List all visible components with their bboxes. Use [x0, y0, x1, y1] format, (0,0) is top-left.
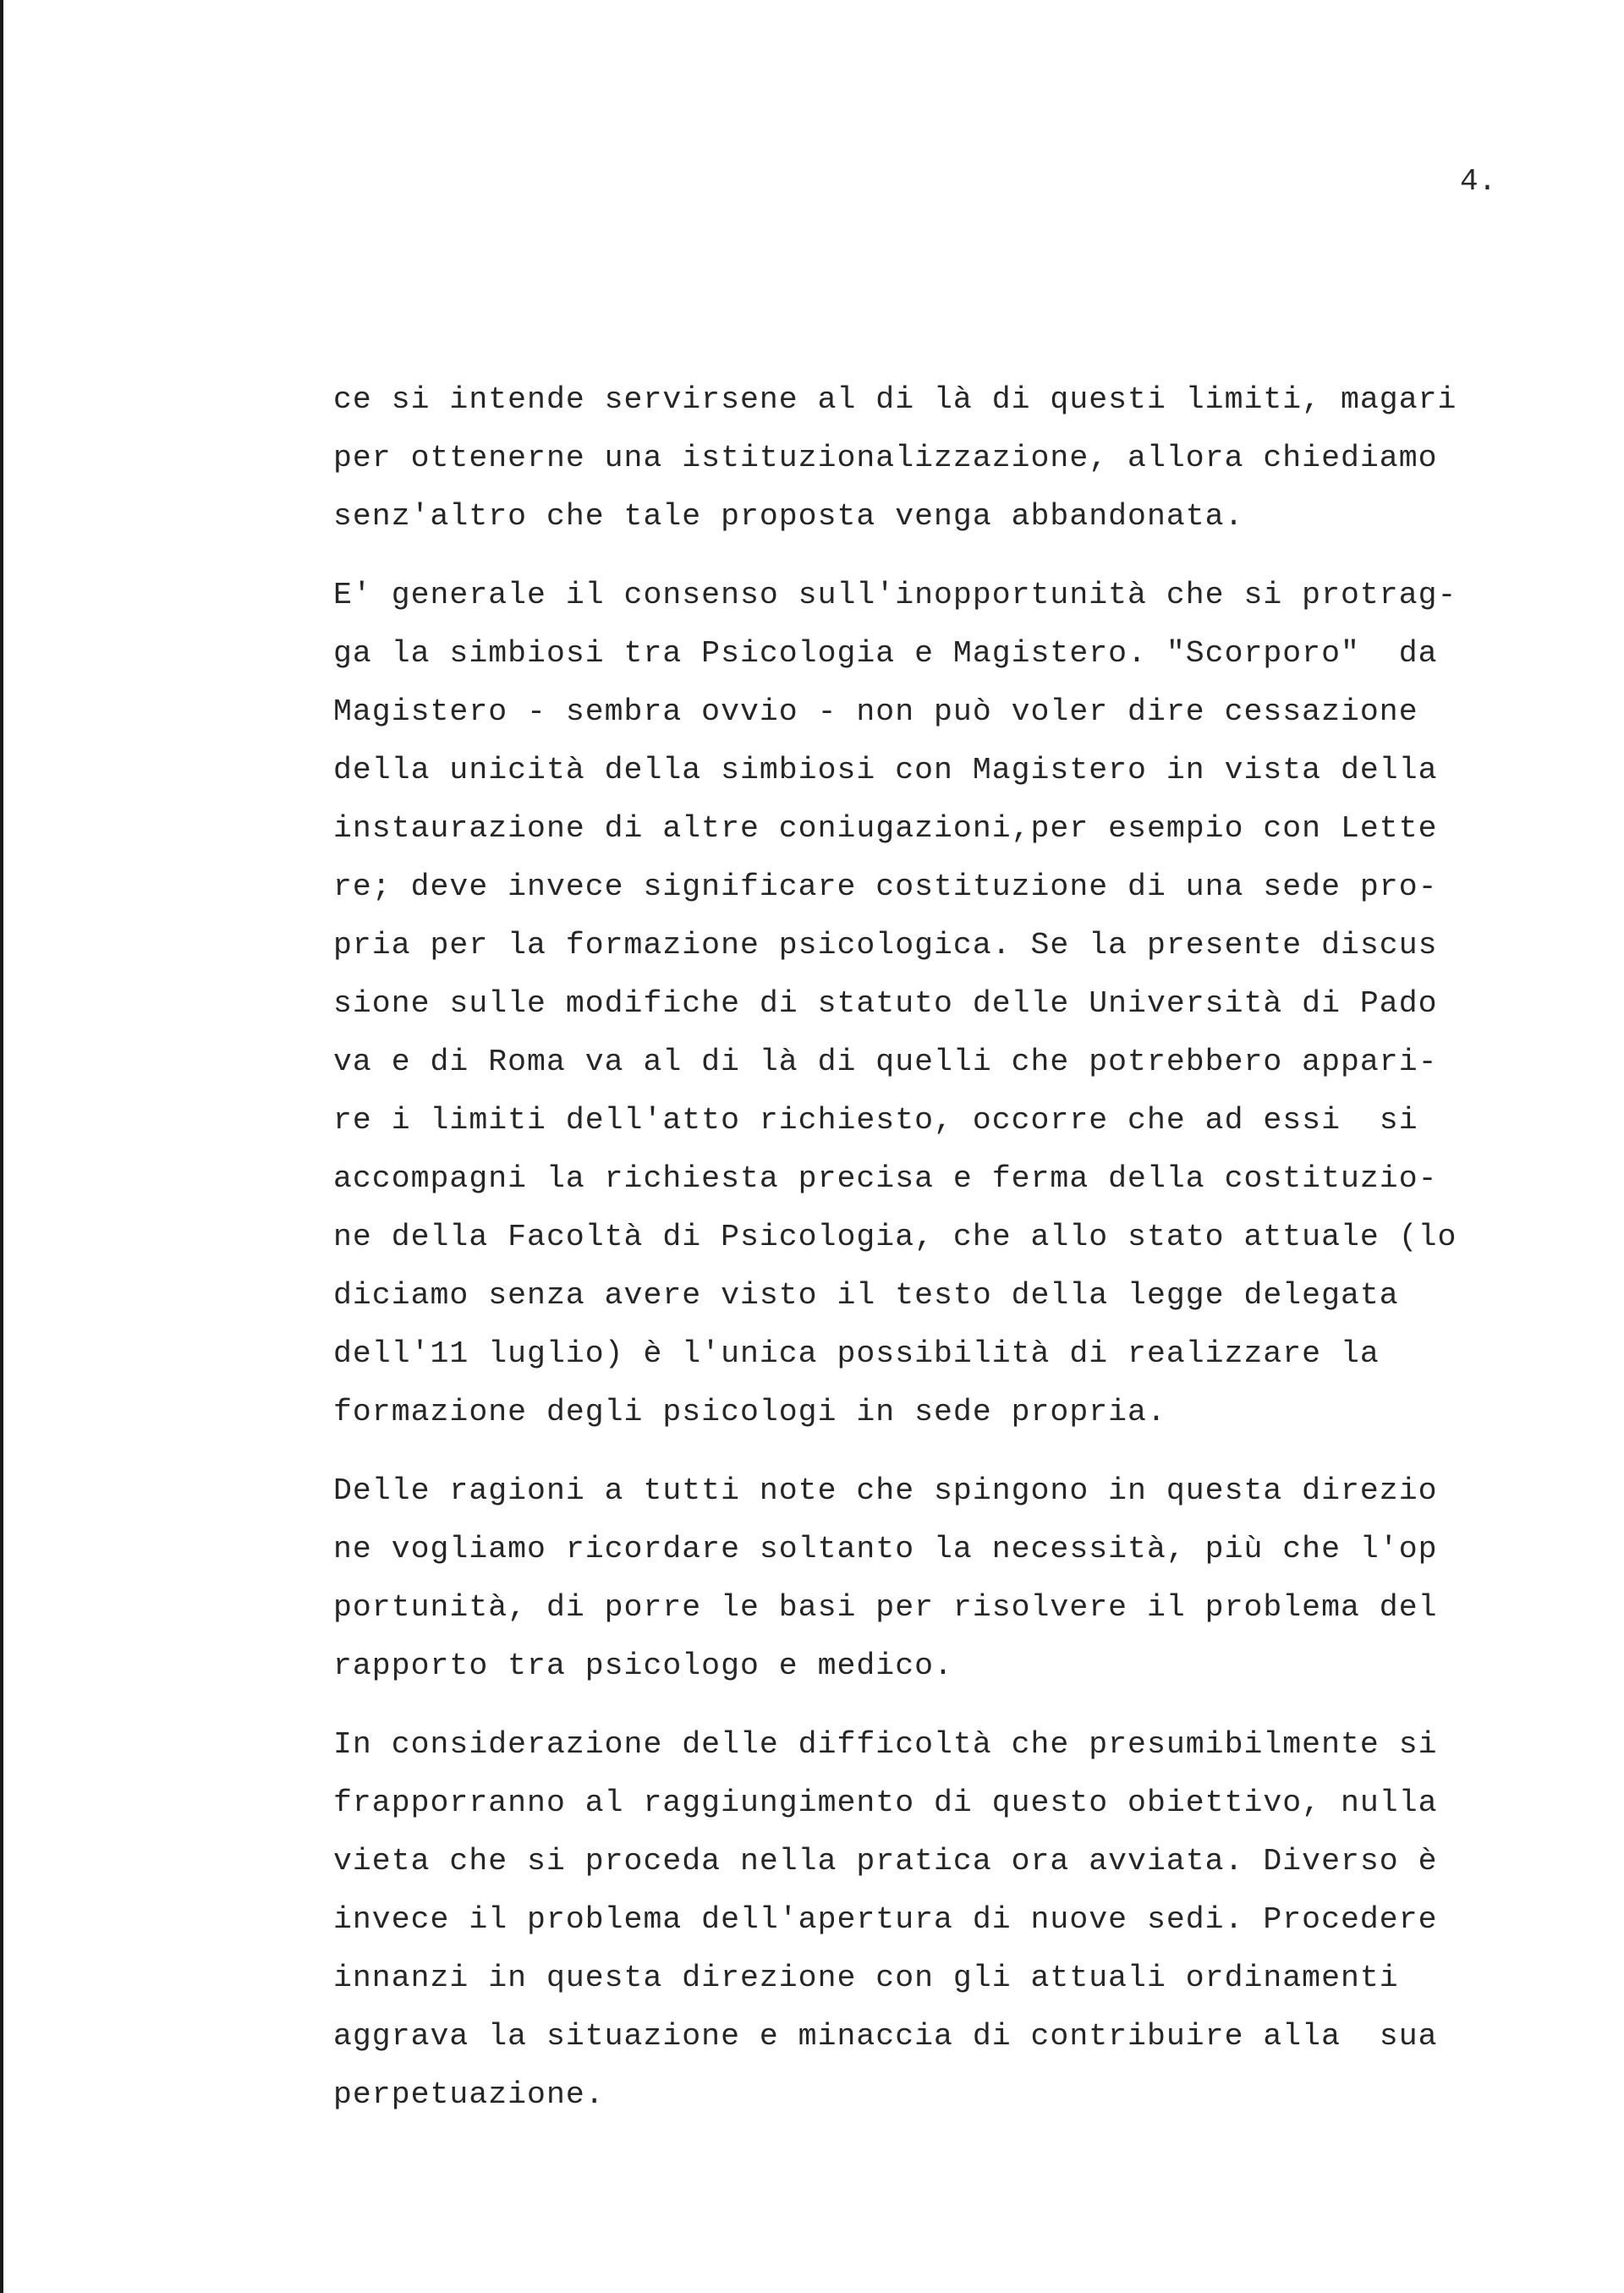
text-line: ce si intende servirsene al di là di questi limiti, magari: [333, 382, 1457, 417]
text-line: formazione degli psicologi in sede propria.: [333, 1395, 1166, 1429]
text-line: va e di Roma va al di là di quelli che potrebbero appari-: [333, 1045, 1438, 1079]
text-line: ne della Facoltà di Psicologia, che allo stato attuale (lo: [333, 1220, 1457, 1254]
text-line: accompagni la richiesta precisa e ferma della costituzio-: [333, 1161, 1438, 1196]
text-line: aggrava la situazione e minaccia di contribuire alla sua: [333, 2019, 1438, 2054]
paragraph-1: [333, 370, 1501, 546]
text-line: vieta che si proceda nella pratica ora avviata. Diverso è: [333, 1844, 1438, 1879]
text-line: ga la simbiosi tra Psicologia e Magistero. "Scorporo" da: [333, 636, 1438, 671]
text-line: per ottenerne una istituzionalizzazione, allora chiediamo: [333, 441, 1438, 475]
text-line: dell'11 luglio) è l'unica possibilità di realizzare la: [333, 1336, 1380, 1371]
text-line: senz'altro che tale proposta venga abbandonata.: [333, 499, 1244, 534]
text-line: della unicità della simbiosi con Magistero in vista della: [333, 753, 1438, 787]
text-line: In considerazione delle difficoltà che presumibilmente si: [333, 1727, 1438, 1762]
text-line: innanzi in questa direzione con gli attuali ordinamenti: [333, 1961, 1399, 1995]
text-line: sione sulle modifiche di statuto delle Università di Pado: [333, 986, 1438, 1021]
text-line: rapporto tra psicologo e medico.: [333, 1648, 953, 1683]
paragraph-3: [333, 1462, 1501, 1695]
paragraph-4: [333, 1715, 1501, 2124]
text-line: pria per la formazione psicologica. Se la presente discus: [333, 928, 1438, 963]
text-line: perpetuazione.: [333, 2077, 605, 2112]
text-line: diciamo senza avere visto il testo della legge delegata: [333, 1278, 1399, 1313]
text-line: re; deve invece significare costituzione di una sede pro-: [333, 869, 1438, 904]
body-text: [333, 370, 1501, 2144]
text-line: ne vogliamo ricordare soltanto la necessità, più che l'op: [333, 1532, 1438, 1566]
text-line: Delle ragioni a tutti note che spingono in questa direzio: [333, 1473, 1438, 1508]
paragraph-2: [333, 566, 1501, 1441]
text-line: invece il problema dell'apertura di nuove sedi. Procedere: [333, 1902, 1438, 1937]
text-line: E' generale il consenso sull'inopportunità che si protrag-: [333, 578, 1457, 612]
page-number: 4.: [1460, 164, 1497, 199]
text-line: instaurazione di altre coniugazioni,per esempio con Lette: [333, 811, 1438, 846]
text-line: re i limiti dell'atto richiesto, occorre che ad essi si: [333, 1103, 1418, 1138]
text-line: frapporranno al raggiungimento di questo obiettivo, nulla: [333, 1786, 1438, 1820]
text-line: portunità, di porre le basi per risolvere il problema del: [333, 1590, 1438, 1625]
text-line: Magistero - sembra ovvio - non può voler dire cessazione: [333, 694, 1418, 729]
